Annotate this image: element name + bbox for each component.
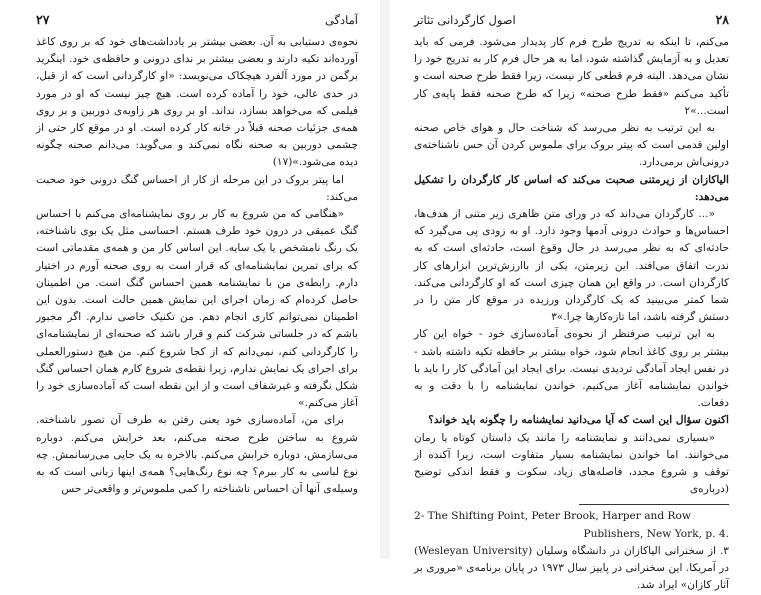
footnote: 2- The Shifting Point, Peter Brook, Harper and Row Publishers, New York, p. 4.: [414, 510, 729, 540]
page-number: ۲۷: [36, 12, 50, 27]
paragraph: نحوه‌ی دستیابی به آن. بعضی بیشتر بر یادداشت‌های خود که بر روی کاغذ آورده‌اند تکیه دارند و بعضی بیشتر بر ندای درونی و حافظه‌ی خود. اینگرید برگمن در مورد آلفرد هیچکاک می‌نویسد: «او کارگردانی است که از قبل، در حدی عالی، خود را آماده کرده است. هیچ چیز نیست که او در مورد فیلمی که می‌خواهد بسازد، نداند. او بر روی هر زاویه‌ی دوربین و بر روی همه‌ی جزئیات صحنه قبلاً در خانه کار کرده است. او در موقع کار حتی از چشمی دوربین به صحنه نگاه نمی‌کند و می‌گوید: می‌دانم صحنه چگونه دیده می‌شود.»(۱۷): [36, 36, 358, 169]
question-paragraph: اکنون سؤال این است که آیا می‌دانید نمایشنامه را چگونه باید خواند؟: [428, 414, 729, 427]
page-body: [414, 34, 729, 595]
quotation: «... کارگردان می‌داند که در ورای متن ظاهری زیر متنی از هدف‌ها، احساس‌ها و حوادث درونی آدمها وجود دارد. او به زودی پی می‌گیرد که حادثه‌ای که به نظر می‌رسد در حال وقوع است، حادثه‌ای است که به ندرت اتفاق می‌افتد. این زیرمتن، یکی از باارزش‌ترین ابزارهای کار کارگردان است. در واقع این همان چیزی است که او کارگردانی می‌کند. شما کمتر می‌بینید که یک کارگردان ورزیده در موقع کار متن را در دستش گرفته باشد، اما تازه‌کارها چرا.»۳: [414, 208, 729, 324]
page-body: [36, 34, 358, 498]
right-page: [390, 0, 761, 592]
paragraph: به این ترتیب به نظر می‌رسد که شناخت حال و هوای خاص صحنه اولین قدمی است که پیتر بروک برای ملموس کردن آن حس ناشناخته‌ی درونی‌اش برمی‌دارد.: [414, 122, 729, 169]
footnote: ۳. از سخنرانی الیاکازان در دانشگاه وسلیان (Wesleyan University) در آمریکا. این سخنرانی در پاییز سال ۱۹۷۳ در پایان برنامه‌ی «مروری بر آثار کازان» ایراد شد.: [414, 544, 729, 592]
page-header: [414, 12, 729, 34]
left-page: [0, 0, 380, 559]
footnote-rule: [579, 504, 729, 505]
paragraph: برای من، آماده‌سازی خود یعنی رفتن به طرف آن تصور ناشناخته. شروع به ساختن طرح صحنه می‌کنم، بعد خرابش می‌کنم. دوباره می‌سازمش، دوباره خرابش می‌کنم. بالاخره به یک جایی می‌رسانمش. چه نوع لباسی به کار ببرم؟ چه نوع رنگ‌هایی؟ همه‌ی اینها زبانی است که به وسیله‌ی آنها آن احساس ناشناخته را کمی ملموس‌تر و واقعی‌تر حس: [36, 414, 358, 496]
page-header: [36, 12, 358, 34]
paragraph: می‌کنم، تا اینکه به تدریج طرح فرم کار پدیدار می‌شود. فرمی که باید تعدیل و به آزمایش گذاشته شود، اما به هر حال فرم کار به تدریج خود را نشان می‌دهد. البته فرم قطعی کار نیست، زیرا فقط طرح صحنه است و تأکید می‌کنم «فقط طرح صحنه» زیرا که طرح صحنه فقط پایه‌ی کار است...»۲: [414, 36, 729, 117]
paragraph: اما پیتر بروک در این مرحله از کار از احساس گنگ درونی خود صحبت می‌کند:: [36, 173, 358, 203]
running-head: اصول کارگردانی تئاتر: [414, 13, 516, 27]
book-gutter: [380, 0, 390, 559]
quotation: «بسیاری نمی‌دانند و نمایشنامه را مانند یک داستان کوتاه یا رمان می‌خوانند. اما خواندن نمایشنامه بسیار متفاوت است، زیرا آکنده از توقف و شروع مجدد، فاصله‌های زیاد، سکوت و فقط اندکی توضیح (درباره‌ی: [414, 431, 729, 496]
paragraph: به این ترتیب صرفنظر از نحوه‌ی آماده‌سازی خود - خواه این کار بیشتر بر روی کاغذ انجام شود، خواه بیشتر بر حافظه تکیه داشته باشد - در نفس ایجاد آمادگی تردیدی نیست. برای ایجاد این آمادگی کار را باید با خواندن نمایشنامه آغاز می‌کنیم. خواندن نمایشنامه را با دقت و به دفعات.: [414, 328, 729, 410]
running-head: آمادگی: [324, 13, 358, 27]
page-number: ۲۸: [715, 12, 729, 27]
paragraph: الیاکازان از زیرمتنی صحبت می‌کند که اساس کار کارگردان را تشکیل می‌دهد:: [414, 173, 729, 203]
quotation: «هنگامی که من شروع به کار بر روی نمایشنامه‌ای می‌کنم با احساس گنگ عمیقی در درون خود طرف هستم. احساسی مثل یک بوی ناشناخته، یک رنگ نامشخص یا یک سایه. این اساس کار من و همه‌ی مقدماتی است که برای تمرین نمایشنامه‌ای که قرار است به روی صحنه آورم در اختیار دارم. رابطه‌ی من با نمایشنامه همین احساس گنگ است. من اطمینان حاصل کرده‌ام که زمان اجرای این نمایش همین حالت است. بدون این اطمینان نمی‌توانم کاری انجام دهم. من تکنیک خاصی ندارم. اگر مجبور باشم که در جلساتی شرکت کنم و قرار باشد که صحنه‌ای از نمایشنامه‌ای را کارگردانی کنم، نمی‌دانم که از کجا شروع کنم. من هیچ دستورالعملی برای اجرای یک نمایش ندارم، زیرا نقطه‌ی شروع کارم همان احساس گنگ شکل نگرفته و غیرشفاف است و از این نقطه است که آماده‌سازی خود را آغاز می‌کنم.»: [36, 208, 358, 410]
